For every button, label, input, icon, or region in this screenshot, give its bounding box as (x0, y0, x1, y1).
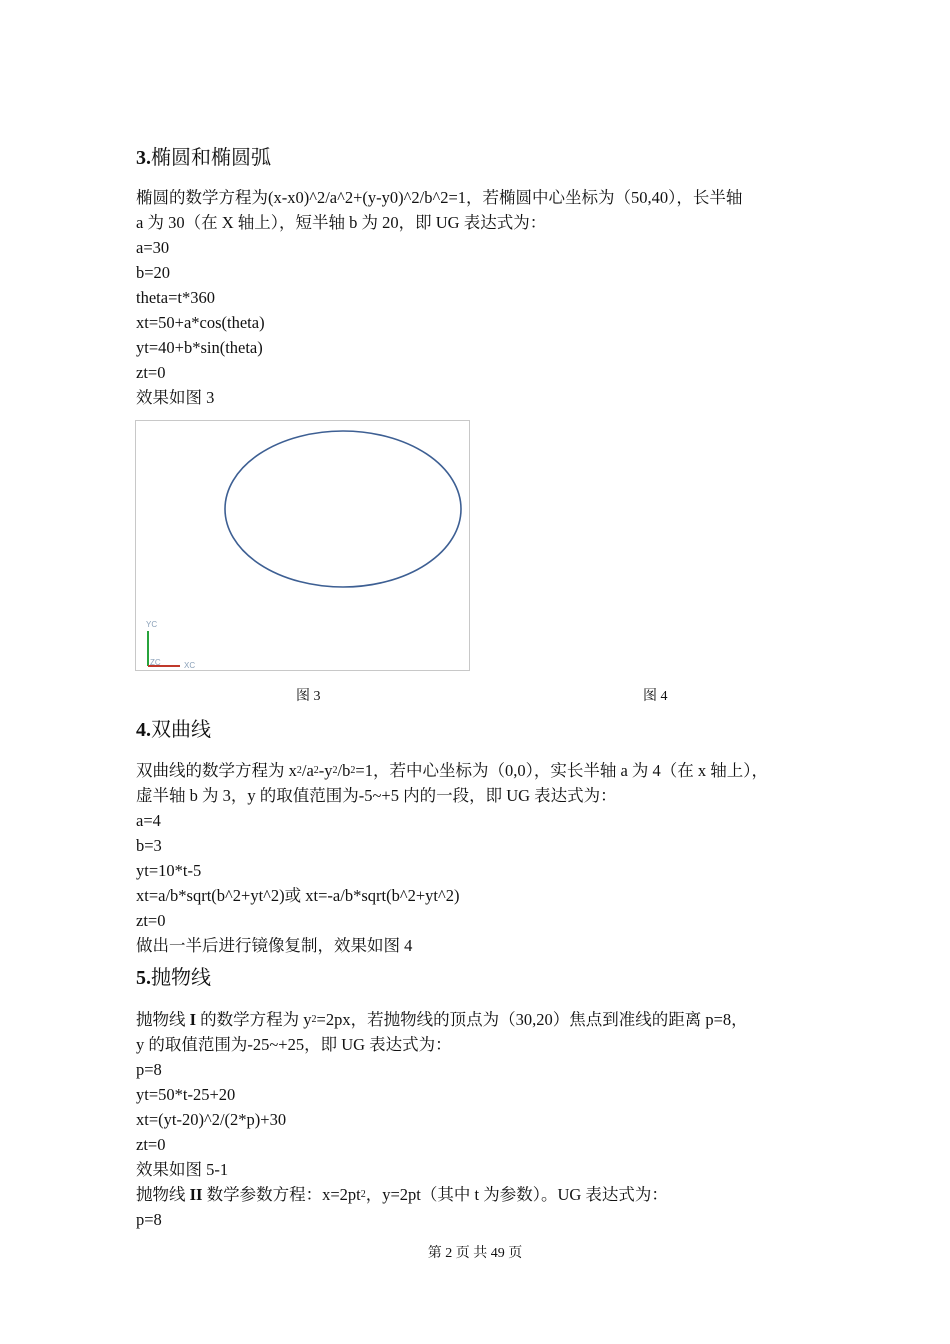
text-run: /a (301, 761, 314, 780)
section-3-number: 3. (136, 147, 151, 169)
expr-line: zt=0 (136, 911, 166, 930)
text-run: =2px，若抛物线的顶点为（30,20）焦点到准线的距离 p=8， (316, 1010, 748, 1029)
superscript: 2 (360, 1189, 366, 1200)
text-run: 双曲线的数学方程为 x (136, 761, 297, 780)
section-3-heading (136, 146, 271, 170)
expr-line: p=8 (136, 1210, 162, 1229)
ellipse-curve (225, 431, 461, 587)
text-run: /b (337, 761, 351, 780)
section-5-parabola-2-desc (136, 1183, 668, 1207)
expr-line: xt=50+a*cos(theta) (136, 313, 265, 332)
section-4-desc-line-1 (136, 759, 768, 783)
figure-reference: 做出一半后进行镜像复制，效果如图 4 (136, 936, 413, 955)
expr-line: zt=0 (136, 363, 166, 382)
text-run: 数学参数方程：x=2pt (202, 1185, 361, 1204)
expr-line: xt=(yt-20)^2/(2*p)+30 (136, 1110, 287, 1129)
xc-label: XC (184, 661, 196, 670)
expr-line: yt=50*t-25+20 (136, 1085, 236, 1104)
yc-label: YC (146, 620, 158, 629)
section-4-title: 双曲线 (151, 719, 211, 741)
superscript: 2 (296, 765, 302, 776)
section-5-desc-line-2: y 的取值范围为-25~+25，即 UG 表达式为： (136, 1035, 452, 1054)
figure-3-ellipse (135, 420, 470, 671)
bold-run: II (189, 1185, 203, 1204)
figure-reference: 效果如图 3 (136, 388, 215, 407)
text-run: -y (318, 761, 333, 780)
text-run: 的数学方程为 y (196, 1010, 312, 1029)
expr-line: b=3 (136, 836, 162, 855)
text-run: =1，若中心坐标为（0,0），实长半轴 a 为 4（在 x 轴上）， (355, 761, 769, 780)
section-5-heading (136, 966, 211, 990)
ellipse-plot (136, 421, 471, 672)
expr-line: yt=40+b*sin(theta) (136, 338, 263, 357)
text-run: 抛物线 (136, 1185, 190, 1204)
bold-run: I (189, 1010, 197, 1029)
section-4-desc-line-2: 虚半轴 b 为 3，y 的取值范围为-5~+5 内的一段，即 UG 表达式为： (136, 786, 617, 805)
expr-line: a=4 (136, 811, 161, 830)
figure-reference: 效果如图 5-1 (136, 1160, 229, 1179)
expr-line: theta=t*360 (136, 288, 215, 307)
zc-label: ZC (150, 658, 161, 667)
superscript: 2 (313, 765, 319, 776)
expr-line: yt=10*t-5 (136, 861, 202, 880)
section-3-desc-line-1: 椭圆的数学方程为(x-x0)^2/a^2+(y-y0)^2/b^2=1，若椭圆中心坐标为（50,40），长半轴 (136, 188, 743, 207)
section-4-heading (136, 718, 211, 742)
page-footer: 第 2 页 共 49 页 (427, 1246, 523, 1261)
section-5-number: 5. (136, 967, 151, 989)
section-3-title: 椭圆和椭圆弧 (151, 147, 271, 169)
superscript: 2 (350, 765, 356, 776)
figure-3-caption: 图 3 (296, 689, 321, 704)
expr-line: zt=0 (136, 1135, 166, 1154)
superscript: 2 (311, 1014, 317, 1025)
text-run: 抛物线 (136, 1010, 190, 1029)
section-3-desc-line-2: a 为 30（在 X 轴上），短半轴 b 为 20，即 UG 表达式为： (136, 213, 547, 232)
expr-line: a=30 (136, 238, 170, 257)
figure-4-caption: 图 4 (643, 689, 668, 704)
text-run: ，y=2pt（其中 t 为参数）。UG 表达式为： (365, 1185, 668, 1204)
section-4-number: 4. (136, 719, 151, 741)
section-5-title: 抛物线 (151, 967, 211, 989)
expr-line: p=8 (136, 1060, 162, 1079)
section-5-desc-line-1 (136, 1008, 748, 1032)
superscript: 2 (332, 765, 338, 776)
expr-line: b=20 (136, 263, 171, 282)
expr-line: xt=a/b*sqrt(b^2+yt^2)或 xt=-a/b*sqrt(b^2+yt^2) (136, 886, 460, 905)
